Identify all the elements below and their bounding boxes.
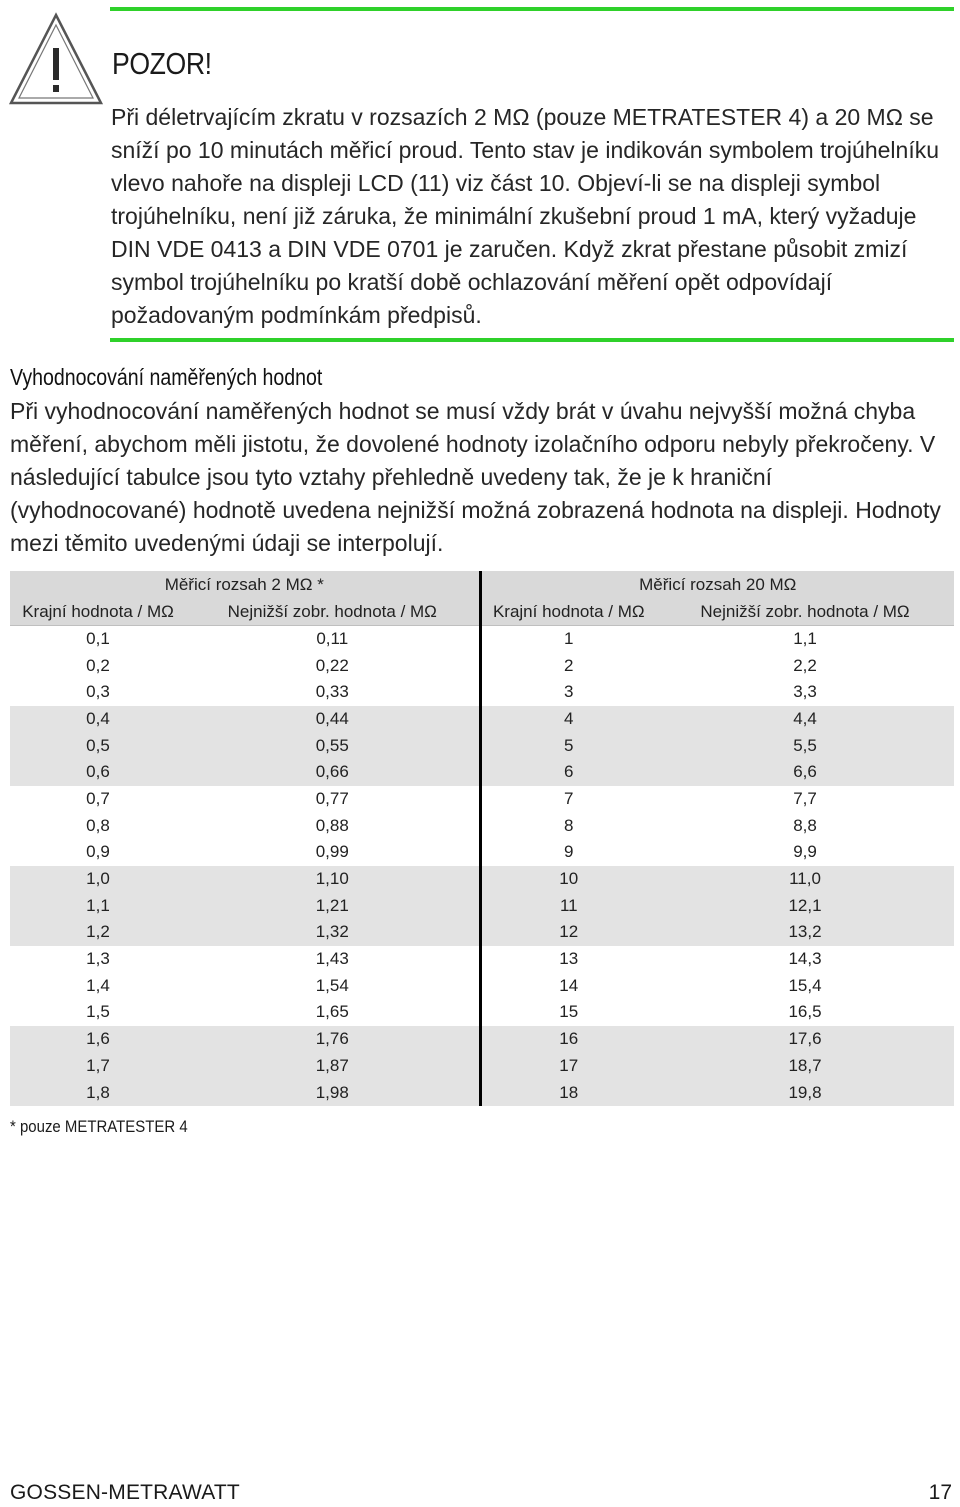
table-cell: 1,3 [86,949,110,969]
table-cell: 11 [480,892,656,919]
table-row [10,786,954,813]
col-header: Krajní hodnota / MΩ [480,598,656,626]
table-cell: 16 [480,1026,656,1053]
table-cell: 0,99 [315,842,349,862]
table-cell: 1,2 [86,922,110,942]
table-cell: 0,66 [315,762,349,782]
table-cell: 0,2 [86,655,110,675]
table-cell: 4,4 [793,708,817,728]
table-cell: 0,33 [315,682,349,702]
table-cell: 11,0 [789,869,821,889]
table-cell: 1,1 [86,895,110,915]
col-header: Krajní hodnota / MΩ [10,598,186,626]
table-cell: 0,22 [315,655,349,675]
table-cell: 17,6 [788,1029,822,1049]
table-row [10,919,954,946]
table-cell: 6,6 [793,762,817,782]
table-cell: 1,10 [315,869,349,889]
warning-triangle-icon [8,12,104,106]
table-cell: 2,2 [793,655,817,675]
table-row [10,839,954,866]
table-cell: 7 [480,786,656,813]
table-cell: 12 [480,919,656,946]
table-cell: 1,98 [315,1082,349,1102]
table-row [10,972,954,999]
table-row [10,946,954,973]
table-cell: 1,1 [793,629,817,649]
table-cell: 18 [480,1079,656,1106]
bottom-green-rule [110,338,954,342]
table-cell: 0,44 [315,708,349,728]
table-cell: 0,7 [86,788,110,808]
table-cell: 0,8 [86,815,110,835]
group-header-20mohm: Měřicí rozsah 20 MΩ [480,571,954,598]
table-cell: 9,9 [793,842,817,862]
table-cell: 0,4 [86,708,110,728]
table-cell: 14,3 [788,949,822,969]
table-cell: 2 [480,652,656,679]
table-row [10,706,954,733]
table-cell: 0,88 [315,815,349,835]
table-row [10,679,954,706]
table-cell: 0,55 [315,735,349,755]
table-cell: 13 [480,946,656,973]
footer-brand: GOSSEN-METRAWATT [10,1481,240,1504]
table-cell: 10 [480,866,656,893]
table-cell: 3,3 [793,682,817,702]
table-cell: 4 [480,706,656,733]
table-row [10,626,954,653]
table-row [10,866,954,893]
table-cell: 1,21 [315,895,349,915]
section-body: Při vyhodnocování naměřených hodnot se musí vždy brát v úvahu nejvyšší možná chyba měření, abychom měli jistotu, že dovolené hodnoty izolačního odporu nebyly překročeny. V následující tabulce jsou tyto vztahy přehledně uvedeny tak, že je k hraniční (vyhodnocované) hodnotě uvedena nejnižší možná zobrazená hodnota na displeji. Hodnoty mezi těmito uvedenými údaji se interpolují. [10,398,941,556]
table-cell: 0,5 [86,735,110,755]
table-row [10,759,954,786]
page-number: 17 [928,1481,952,1504]
table-cell: 16,5 [788,1002,822,1022]
table-cell: 17 [480,1053,656,1080]
table-cell: 12,1 [788,895,822,915]
table-cell: 5,5 [793,735,817,755]
table-row [10,892,954,919]
table-row [10,1053,954,1080]
table-row [10,999,954,1026]
table-row [10,1026,954,1053]
table-row [10,652,954,679]
table-cell: 18,7 [788,1055,822,1075]
resistance-table [10,571,954,1106]
footnote: * pouze METRATESTER 4 [10,1117,188,1136]
warning-title: POZOR! [112,46,212,81]
table-cell: 13,2 [788,922,822,942]
table-cell: 0,3 [86,682,110,702]
table-cell: 7,7 [793,788,817,808]
table-cell: 6 [480,759,656,786]
table-cell: 0,9 [86,842,110,862]
table-cell: 1,32 [315,922,349,942]
col-header: Nejnižší zobr. hodnota / MΩ [656,598,954,626]
table-cell: 3 [480,679,656,706]
table-cell: 1,76 [315,1029,349,1049]
table-row [10,732,954,759]
table-cell: 1,4 [86,975,110,995]
table-cell: 15 [480,999,656,1026]
table-cell: 15,4 [788,975,822,995]
table-cell: 8,8 [793,815,817,835]
table-cell: 0,11 [316,629,349,649]
table-row [10,1079,954,1106]
table-cell: 0,1 [86,629,110,649]
table-cell: 19,8 [788,1082,822,1102]
table-cell: 1,5 [86,1002,110,1022]
top-green-rule [110,7,954,11]
group-header-2mohm: Měřicí rozsah 2 MΩ * [164,574,324,594]
table-cell: 1,6 [86,1029,110,1049]
table-cell: 1,8 [86,1082,110,1102]
table-cell: 1,54 [315,975,349,995]
col-header: Nejnižší zobr. hodnota / MΩ [186,598,480,626]
table-cell: 1,43 [315,949,349,969]
table-cell: 9 [480,839,656,866]
table-cell: 1,65 [315,1002,349,1022]
section-heading: Vyhodnocování naměřených hodnot [10,364,323,390]
table-cell: 5 [480,732,656,759]
table-cell: 1,0 [86,869,110,889]
table-cell: 1,87 [315,1055,349,1075]
warning-text: Při déletrvajícím zkratu v rozsazích 2 MΩ (pouze METRATESTER 4) a 20 MΩ se sníží po 10 minutách měřicí proud. Tento stav je indikován symbolem trojúhelníku vlevo nahoře na displeji LCD (11) viz část 10. Objeví-li se na displeji symbol trojúhelníku, není již záruka, že minimální zkušební proud 1 mA, který vyžaduje DIN VDE 0413 a DIN VDE 0701 je zaručen. Když zkrat přestane působit zmizí symbol trojúhelníku po kratší době ochlazování měření opět odpovídají požadovaným podmínkám předpisů. [111,104,939,328]
table-cell: 0,6 [86,762,110,782]
table-row [10,812,954,839]
table-cell: 1,7 [86,1055,110,1075]
table-cell: 8 [480,812,656,839]
table-cell: 14 [480,972,656,999]
table-cell: 0,77 [315,788,349,808]
table-cell: 1 [480,626,656,653]
